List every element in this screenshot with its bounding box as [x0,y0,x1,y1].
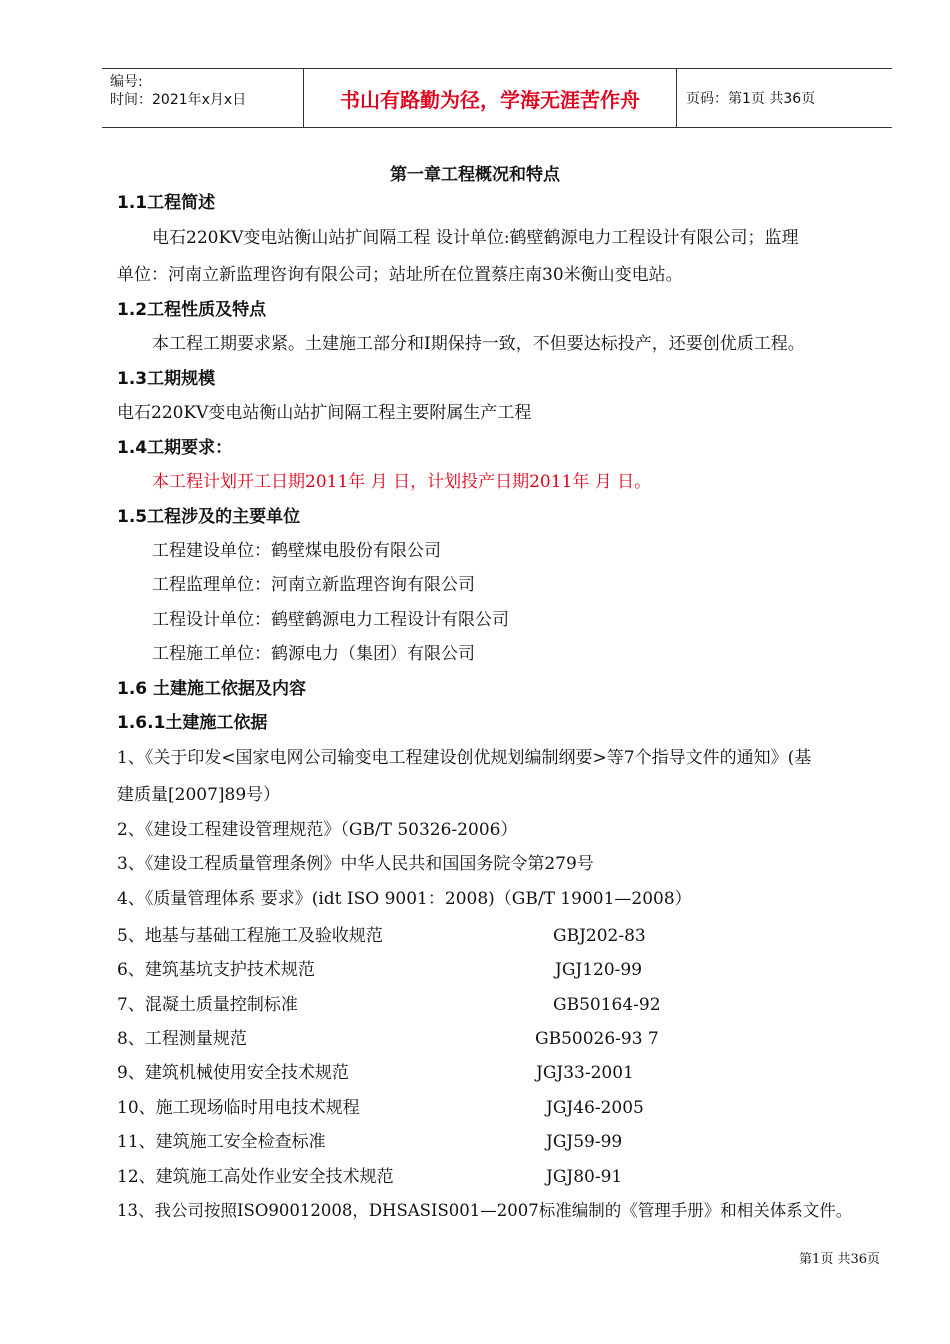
standard-name: 11、建筑施工安全检查标准 [117,1132,326,1152]
standard-name: 6、建筑基坑支护技术规范 [117,960,315,980]
unit-item: 工程建设单位：鹤壁煤电股份有限公司 [152,541,441,561]
paragraph: 单位：河南立新监理咨询有限公司；站址所在位置蔡庄南30米衡山变电站。 [117,265,683,285]
standard-code: JGJ80-91 [546,1167,623,1187]
serial-label: 编号: [110,74,143,90]
motto: 书山有路勤为径，学海无涯苦作舟 [303,69,677,127]
standard-code: JGJ59-99 [546,1132,623,1152]
schedule-requirement: 本工程计划开工日期2011年 月 日，计划投产日期2011年 月 日。 [152,472,652,492]
standard-name: 8、工程测量规范 [117,1029,247,1049]
section-heading-1-6: 1.6 土建施工依据及内容 [117,679,307,699]
section-heading-1-4: 1.4工期要求： [117,438,233,458]
reference-item: 13、我公司按照ISO90012008，DHSASIS001—2007标准编制的《管理手册》和相关体系文件。 [117,1201,853,1220]
standard-name: 12、建筑施工高处作业安全技术规范 [117,1167,394,1187]
unit-item: 工程监理单位：河南立新监理咨询有限公司 [152,575,475,595]
standard-code: JGJ120-99 [555,960,643,980]
standard-code: JGJ46-2005 [546,1098,644,1118]
standard-name: 9、建筑机械使用安全技术规范 [117,1063,349,1083]
standard-name: 10、施工现场临时用电技术规程 [117,1098,360,1118]
standard-name: 7、混凝土质量控制标准 [117,995,298,1015]
paragraph: 电石220KV变电站衡山站扩间隔工程 设计单位:鹤壁鹤源电力工程设计有限公司；监理 [152,228,799,248]
unit-item: 工程设计单位：鹤壁鹤源电力工程设计有限公司 [152,610,509,630]
section-heading-1-6-1: 1.6.1土建施工依据 [117,713,268,733]
reference-item: 4、《质量管理体系 要求》(idt ISO 9001：2008)（GB/T 19001—2008） [117,889,692,909]
chapter-title: 第一章工程概况和特点 [390,165,560,185]
reference-item: 2、《建设工程建设管理规范》（GB/T 50326-2006） [117,820,518,840]
section-heading-1-3: 1.3工期规模 [117,369,216,389]
paragraph: 本工程工期要求紧。土建施工部分和Ⅰ期保持一致，不但要达标投产，还要创优质工程。 [152,334,805,354]
section-heading-1-2: 1.2工程性质及特点 [117,300,267,320]
unit-item: 工程施工单位：鹤源电力（集团）有限公司 [152,644,475,664]
section-heading-1-1: 1.1工程简述 [117,193,216,213]
standard-code: GB50026-93 7 [535,1029,659,1049]
time-label: 时间：2021年x月x日 [110,92,247,108]
standard-name: 5、地基与基础工程施工及验收规范 [117,926,383,946]
page-footer: 第1页 共36页 [799,1252,880,1267]
reference-item: 3、《建设工程质量管理条例》中华人民共和国国务院令第279号 [117,854,594,874]
reference-item: 1、《关于印发<国家电网公司输变电工程建设创优规划编制纲要>等7个指导文件的通知》(基 [117,748,812,768]
standard-code: JGJ33-2001 [536,1063,634,1083]
page-header [102,68,892,128]
paragraph: 电石220KV变电站衡山站扩间隔工程主要附属生产工程 [117,403,532,423]
section-heading-1-5: 1.5工程涉及的主要单位 [117,507,301,527]
standard-code: GB50164-92 [553,995,661,1015]
reference-item: 建质量[2007]89号） [117,785,281,805]
header-meta-cell [102,69,303,127]
page-number-label: 页码：第1页 共36页 [686,91,816,107]
standard-code: GBJ202-83 [553,926,646,946]
